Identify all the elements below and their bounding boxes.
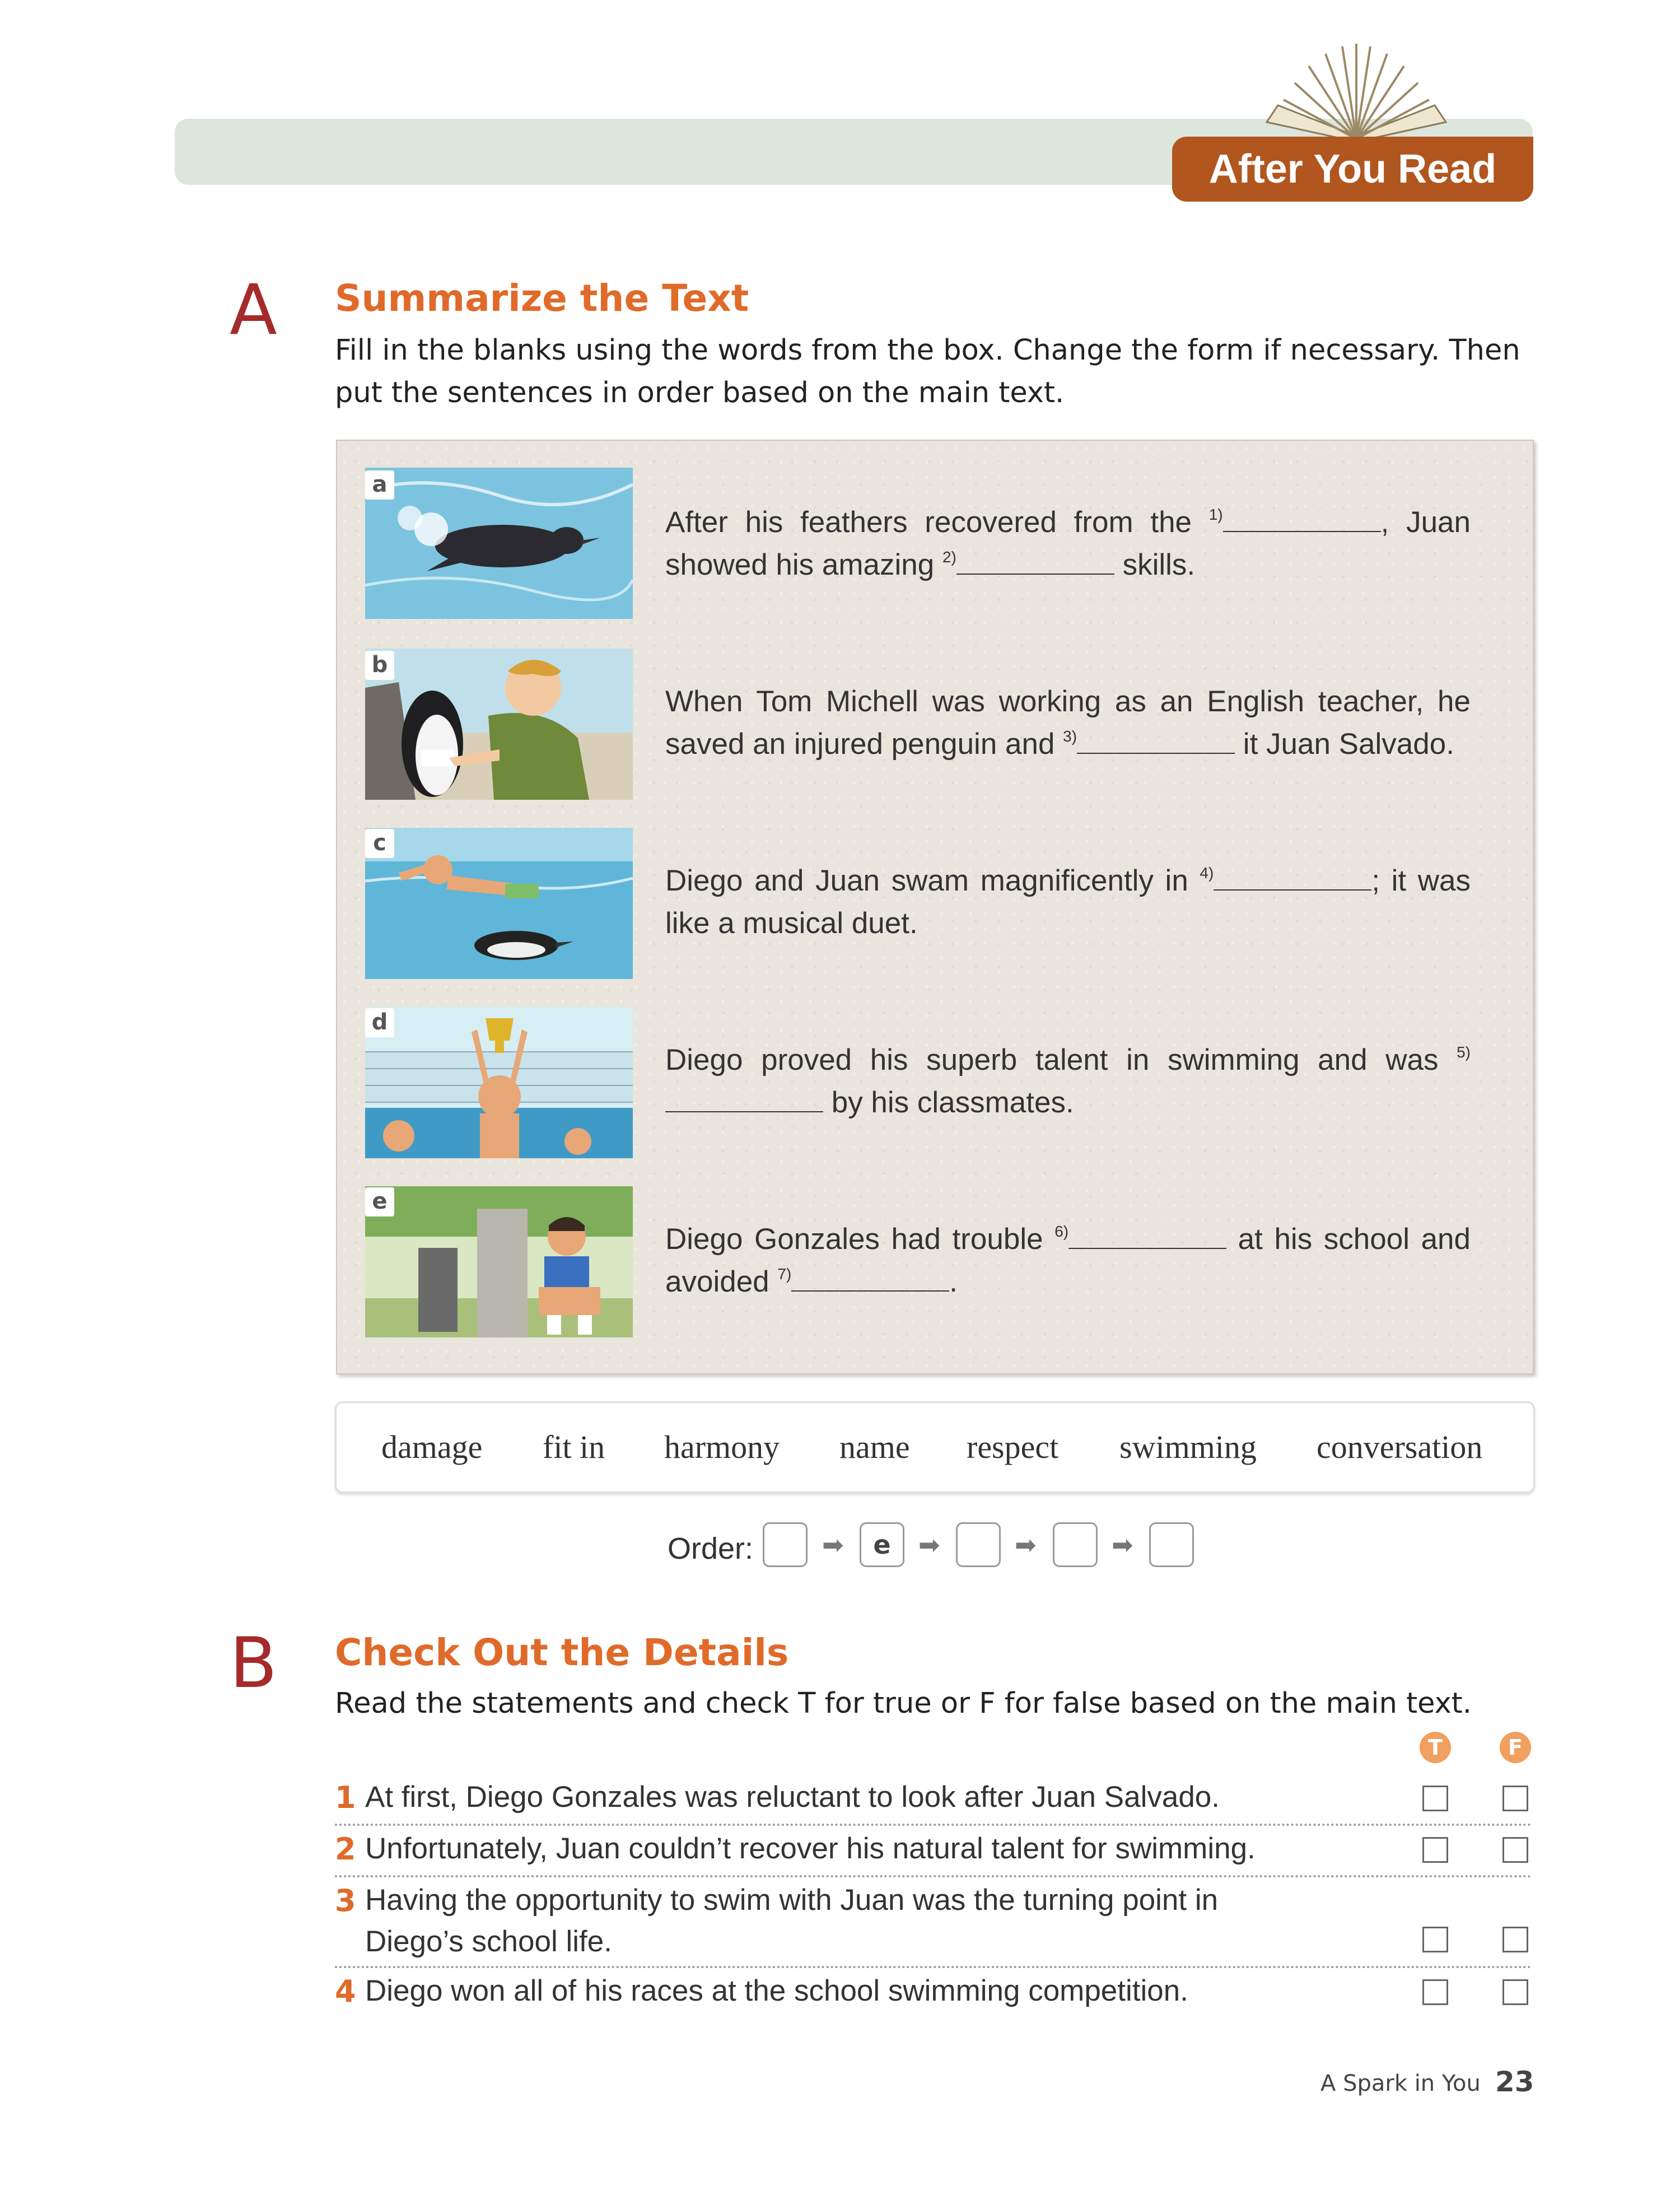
section-b-letter: B <box>230 1623 278 1704</box>
section-b-instructions: Read the statements and check T for true or F for false based on the main text. <box>335 1687 1472 1720</box>
order-label: Order: <box>668 1532 754 1565</box>
statement-2-true-checkbox[interactable] <box>1422 1837 1448 1863</box>
statement-c: Diego and Juan swam magnificently in $^{4)}$ ; it was like a musical duet. <box>665 860 1471 945</box>
statement-text: At first, Diego Gonzales was reluctant to look after Juan Salvado. <box>365 1780 1220 1814</box>
statement-text: Having the opportunity to swim with Juan was the turning point in Diego’s school life. <box>365 1884 1219 1958</box>
arrow-right-icon: ➡ <box>918 1530 940 1560</box>
page-number: 23 <box>1495 2066 1534 2098</box>
picture-e <box>365 1186 633 1337</box>
statement-number: 4 <box>335 1974 356 2009</box>
word-name: name <box>839 1429 910 1465</box>
word-harmony: harmony <box>664 1429 780 1465</box>
row-divider <box>335 1824 1532 1826</box>
statement-3-false-checkbox[interactable] <box>1502 1927 1528 1952</box>
statement-text: Diego won all of his races at the school swimming competition. <box>365 1974 1188 2007</box>
blank-3[interactable] <box>1077 725 1235 754</box>
statement-d: Diego proved his superb talent in swimming and was $^{5)}$ by his classmates. <box>665 1043 1471 1119</box>
word-box <box>335 1401 1535 1493</box>
word-damage: damage <box>381 1429 483 1465</box>
section-a-title: Summarize the Text <box>335 277 749 320</box>
picture-d <box>365 1007 633 1158</box>
picture-b <box>365 649 633 800</box>
blank-4[interactable] <box>1214 861 1371 891</box>
false-column-header: F <box>1500 1732 1531 1763</box>
statement-text: Unfortunately, Juan couldn’t recover his natural talent for swimming. <box>365 1832 1256 1865</box>
statement-4-true-checkbox[interactable] <box>1422 1979 1448 2005</box>
row-divider <box>335 1875 1532 1877</box>
word-conversation: conversation <box>1317 1429 1483 1465</box>
arrow-right-icon: ➡ <box>1015 1530 1037 1560</box>
boy-and-penguin-swimming-illustration <box>365 828 633 979</box>
picture-c <box>365 828 633 979</box>
open-book-icon <box>1244 38 1468 145</box>
footer-title: A Spark in You <box>1320 2071 1481 2096</box>
picture-a <box>365 468 633 619</box>
statement-2-false-checkbox[interactable] <box>1502 1837 1528 1863</box>
statement-b: When Tom Michell was working as an English teacher, he saved an injured penguin and $^{3)}$ it Juan Salvado. <box>665 685 1471 761</box>
statement-a: After his feathers recovered from the $^{1)}$ , Juan showed his amazing $^{2)}$ skills. <box>665 501 1471 586</box>
arrow-right-icon: ➡ <box>1112 1530 1133 1560</box>
picture-label-b: b <box>365 651 394 680</box>
sad-boy-sitting-illustration <box>365 1186 633 1337</box>
order-box-3[interactable] <box>956 1522 1001 1567</box>
statement-number: 3 <box>335 1883 356 1918</box>
blank-2[interactable] <box>956 546 1114 575</box>
statement-4-false-checkbox[interactable] <box>1502 1979 1528 2005</box>
blank-1[interactable] <box>1223 503 1381 532</box>
row-divider <box>335 1966 1532 1968</box>
true-column-header: T <box>1420 1732 1451 1763</box>
word-fit-in: fit in <box>543 1429 605 1465</box>
blank-5[interactable] <box>665 1083 823 1112</box>
statement-e: Diego Gonzales had trouble $^{6)}$ at his school and avoided $^{7)}$ . <box>665 1218 1471 1303</box>
penguin-swimming-illustration <box>365 468 633 619</box>
section-a-letter: A <box>230 270 277 351</box>
blank-6[interactable] <box>1068 1220 1226 1249</box>
order-box-5[interactable] <box>1149 1522 1194 1567</box>
word-respect: respect <box>967 1429 1059 1465</box>
blank-7[interactable] <box>791 1262 949 1292</box>
picture-label-d: d <box>365 1008 394 1037</box>
boy-with-trophy-illustration <box>365 1007 633 1158</box>
section-a-instructions: Fill in the blanks using the words from the box. Change the form if necessary. Then put the sentences in order based on the main text. <box>335 334 1520 409</box>
statement-1-true-checkbox[interactable] <box>1422 1786 1448 1811</box>
section-b-title: Check Out the Details <box>335 1631 789 1674</box>
man-helping-penguin-illustration <box>365 649 633 800</box>
statement-number: 2 <box>335 1831 356 1867</box>
after-you-read-tab: After You Read <box>1172 137 1533 202</box>
word-swimming: swimming <box>1119 1429 1257 1465</box>
order-box-2[interactable]: e <box>860 1522 904 1567</box>
statement-1-false-checkbox[interactable] <box>1502 1786 1528 1811</box>
picture-label-e: e <box>365 1187 394 1216</box>
picture-label-c: c <box>365 829 394 858</box>
arrow-right-icon: ➡ <box>822 1530 844 1560</box>
picture-label-a: a <box>365 470 394 500</box>
order-box-4[interactable] <box>1053 1522 1098 1567</box>
order-box-1[interactable] <box>763 1522 808 1567</box>
statement-number: 1 <box>335 1780 356 1815</box>
statement-3-true-checkbox[interactable] <box>1422 1927 1448 1952</box>
